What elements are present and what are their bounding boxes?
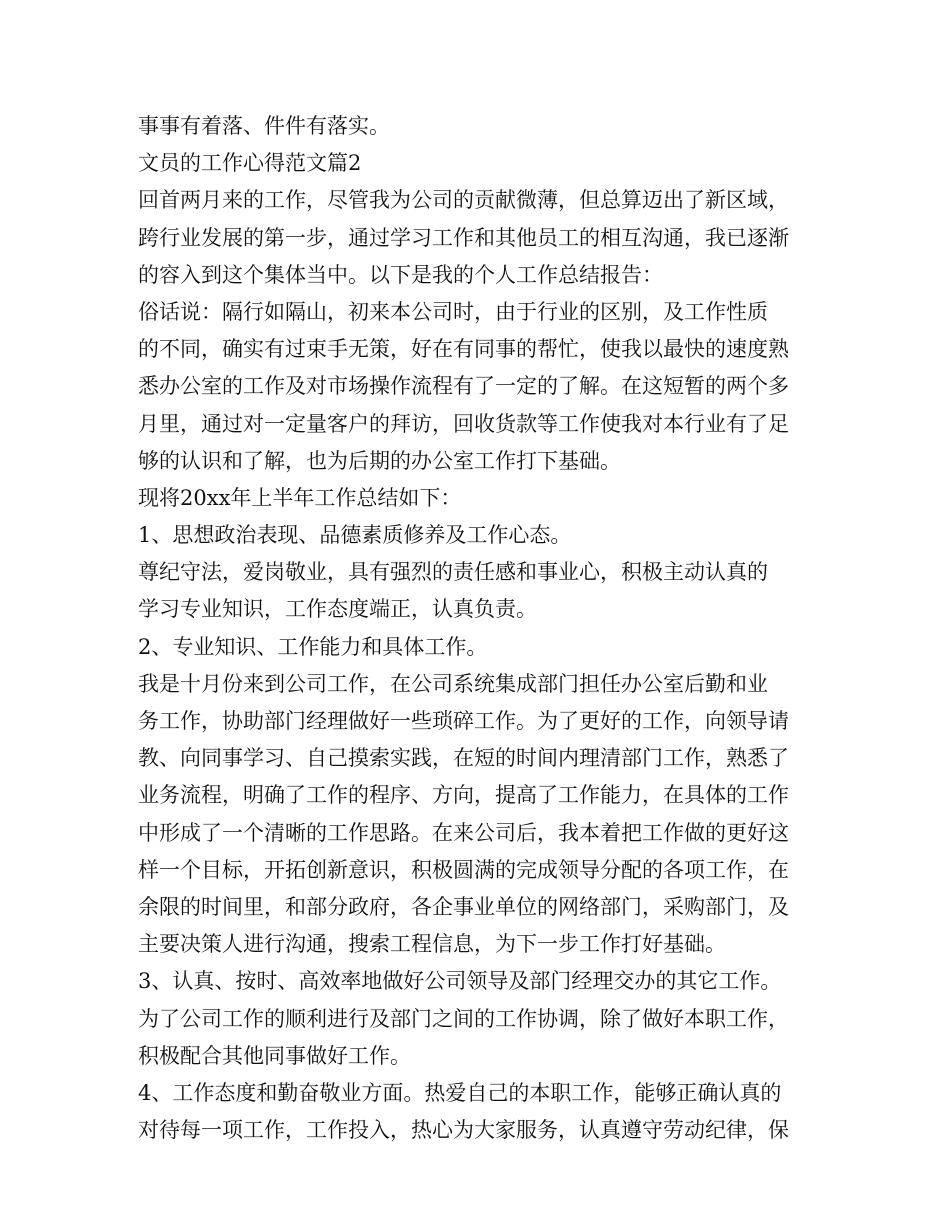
text-line: 回首两月来的工作，尽管我为公司的贡献微薄，但总算迈出了新区域， [138,188,789,213]
list-heading: 1、思想政治表现、品德素质修养及工作心态。 [138,523,572,548]
text-line: 务工作，协助部门经理做好一些琐碎工作。为了更好的工作，向领导请 [138,709,789,733]
text-line: 余限的时间里，和部分政府，各企事业单位的网络部门，采购部门，及 [138,894,789,919]
text-line: 的容入到这个集体当中。以下是我的个人工作总结报告： [138,262,663,287]
text-line: 跨行业发展的第一步，通过学习工作和其他员工的相互沟通，我已逐渐 [138,225,789,250]
text-line: 尊纪守法，爱岗敬业，具有强烈的责任感和事业心，积极主动认真的 [138,560,768,585]
text-line: 样一个目标，开拓创新意识，积极圆满的完成领导分配的各项工作，在 [138,857,789,882]
text-line: 事事有着落、件件有落实。 [138,114,390,138]
text-line: 学习专业知识，工作态度端正，认真负责。 [138,597,537,622]
text-line: 中形成了一个清晰的工作思路。在来公司后，我本着把工作做的更好这 [138,820,789,845]
text-line: 业务流程，明确了工作的程序、方向，提高了工作能力，在具体的工作 [138,783,789,808]
text-line: 主要决策人进行沟通，搜索工程信息，为下一步工作打好基础。 [138,932,726,957]
text-line: 悉办公室的工作及对市场操作流程有了一定的了解。在这短暂的两个多 [138,374,789,399]
section-heading: 文员的工作心得范文篇2 [138,151,362,176]
list-heading: 4、工作态度和勤奋敬业方面。热爱自己的本职工作，能够正确认真的 [138,1080,782,1105]
list-heading: 3、认真、按时、高效率地做好公司领导及部门经理交办的其它工作。 [138,969,782,994]
text-line: 俗话说：隔行如隔山，初来本公司时，由于行业的区别，及工作性质 [138,299,768,324]
text-line: 现将20xx年上半年工作总结如下： [138,485,462,510]
text-line: 对待每一项工作，工作投入，热心为大家服务，认真遵守劳动纪律，保 [138,1118,789,1143]
text-line: 教、向同事学习、自己摸索实践，在短的时间内理清部门工作，熟悉了 [138,746,789,771]
text-line: 积极配合其他同事做好工作。 [138,1043,411,1068]
text-line: 的不同，确实有过束手无策，好在有同事的帮忙，使我以最快的速度熟 [138,337,789,362]
document-body [138,108,838,1149]
text-line: 月里，通过对一定量客户的拜访，回收货款等工作使我对本行业有了足 [138,411,789,436]
list-heading: 2、专业知识、工作能力和具体工作。 [138,634,488,659]
text-line: 为了公司工作的顺利进行及部门之间的工作协调，除了做好本职工作， [138,1006,789,1031]
text-line: 够的认识和了解，也为后期的办公室工作打下基础。 [138,448,621,473]
text-line: 我是十月份来到公司工作，在公司系统集成部门担任办公室后勤和业 [138,671,768,696]
